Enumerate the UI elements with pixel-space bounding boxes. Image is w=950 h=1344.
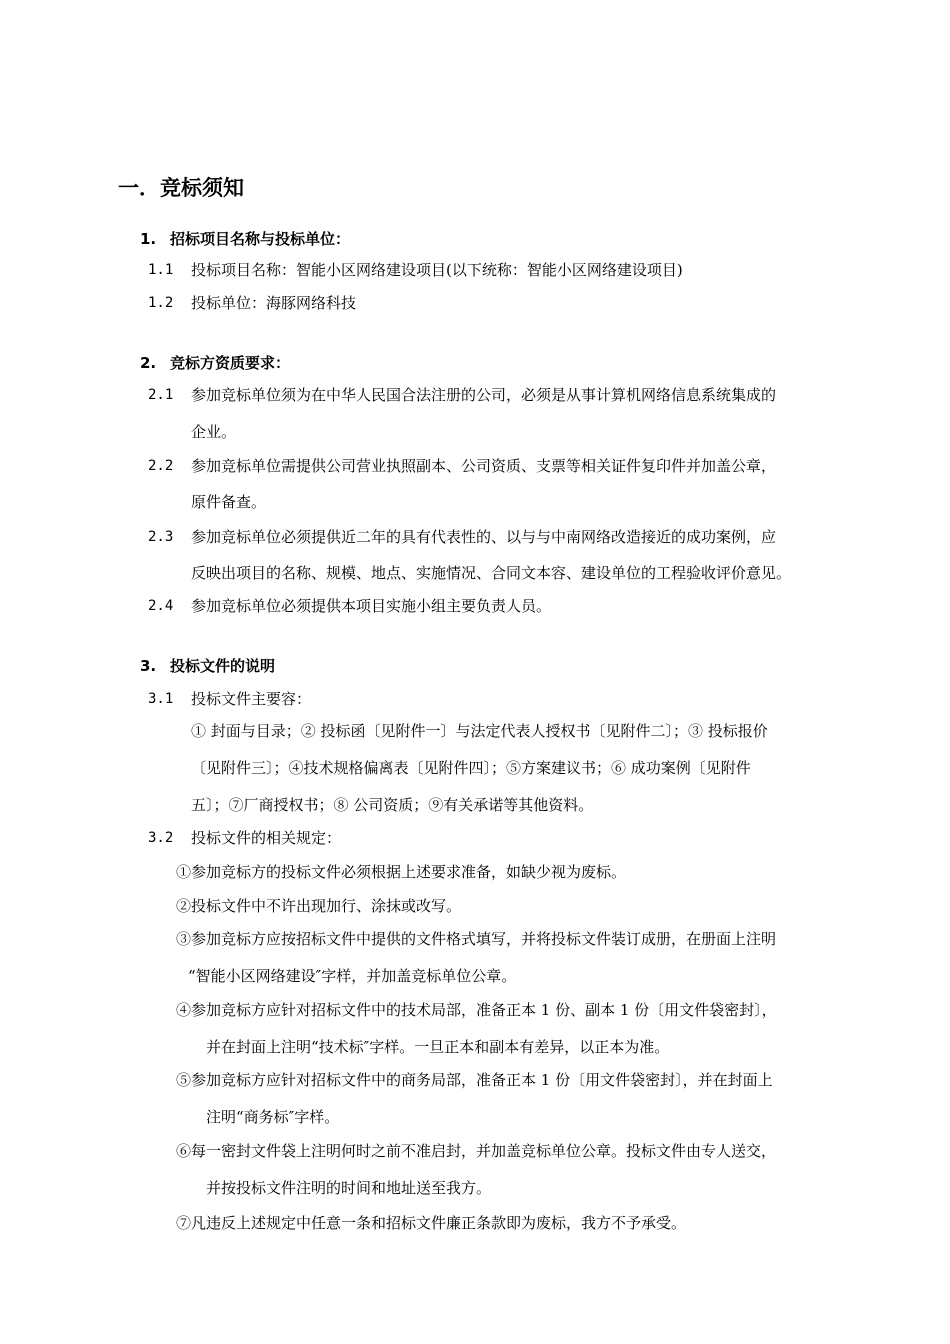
section-title: 投标文件的说明 <box>170 657 276 675</box>
rule-line: ④参加竞标方应针对招标文件中的技术局部，准备正本 1 份、副本 1 份〔用文件袋密封〕， <box>176 1001 777 1019</box>
item-text-line: 〔见附件三〕；④技术规格偏离表〔见附件四〕；⑤方案建议书；⑥ 成功案例〔见附件 <box>191 759 751 777</box>
item-text-line: 参加竞标单位必须提供近二年的具有代表性的、以与与中南网络改造接近的成功案例，应 <box>191 528 777 546</box>
item-number: 2.4 <box>148 598 174 614</box>
rule-line: “智能小区网络建设″字样，并加盖竞标单位公章。 <box>188 967 517 985</box>
item-number: 2.3 <box>148 529 174 545</box>
section-number: 1. <box>140 230 157 248</box>
section-title: 招标项目名称与投标单位： <box>170 230 351 248</box>
item-text-line: 企业。 <box>191 423 237 441</box>
item-text: 投标项目名称：智能小区网络建设项目(以下统称：智能小区网络建设项目) <box>191 261 683 279</box>
section-3-heading <box>140 655 275 676</box>
rule-line: ⑤参加竞标方应针对招标文件中的商务局部，准备正本 1 份〔用文件袋密封〕，并在封面上 <box>176 1071 773 1089</box>
item-number: 3.2 <box>148 830 174 846</box>
item-text: 投标单位：海豚网络科技 <box>191 294 357 312</box>
section-title: 竞标方资质要求： <box>170 354 291 372</box>
section-2-heading <box>140 352 290 373</box>
item-text-line: ① 封面与目录；② 投标函〔见附件一〕与法定代表人授权书〔见附件二〕；③ 投标报价 <box>191 722 768 740</box>
rule-line: ③参加竞标方应按招标文件中提供的文件格式填写，并将投标文件装订成册，在册面上注明 <box>176 930 777 948</box>
item-title: 投标文件主要容： <box>191 690 312 708</box>
section-1-heading <box>140 228 350 249</box>
section-number: 3. <box>140 657 157 675</box>
item-number: 1.1 <box>148 262 174 278</box>
rule-line: 并在封面上注明“技术标″字样。一旦正本和副本有差异，以正本为准。 <box>206 1038 670 1056</box>
item-number: 1.2 <box>148 295 174 311</box>
rule-line: ⑥每一密封文件袋上注明何时之前不准启封，并加盖竞标单位公章。投标文件由专人送交， <box>176 1142 777 1160</box>
section-number: 2. <box>140 354 157 372</box>
item-text-line: 原件备查。 <box>191 493 267 511</box>
item-number: 3.1 <box>148 691 174 707</box>
item-text-line: 参加竞标单位必须提供本项目实施小组主要负责人员。 <box>191 597 552 615</box>
rule-line: ①参加竞标方的投标文件必须根据上述要求准备，如缺少视为废标。 <box>176 863 627 881</box>
item-text-line: 参加竞标单位需提供公司营业执照副本、公司资质、支票等相关证件复印件并加盖公章， <box>191 457 777 475</box>
rule-line: ⑦凡违反上述规定中任意一条和招标文件廉正条款即为废标，我方不予承受。 <box>176 1214 687 1232</box>
item-number: 2.2 <box>148 458 174 474</box>
item-text-line: 反映出项目的名称、规模、地点、实施情况、合同文本容、建设单位的工程验收评价意见。 <box>191 564 792 582</box>
item-title: 投标文件的相关规定： <box>191 829 342 847</box>
rule-line: ②投标文件中不许出现加行、涂抹或改写。 <box>176 897 462 915</box>
item-text-line: 五〕；⑦厂商授权书；⑧ 公司资质；⑨有关承诺等其他资料。 <box>191 796 594 814</box>
item-number: 2.1 <box>148 387 174 403</box>
rule-line: 并按投标文件注明的时间和地址送至我方。 <box>206 1179 492 1197</box>
item-text-line: 参加竞标单位须为在中华人民国合法注册的公司，必须是从事计算机网络信息系统集成的 <box>191 386 777 404</box>
main-heading: 一．竞标须知 <box>118 176 244 200</box>
rule-line: 注明“商务标″字样。 <box>206 1108 340 1126</box>
